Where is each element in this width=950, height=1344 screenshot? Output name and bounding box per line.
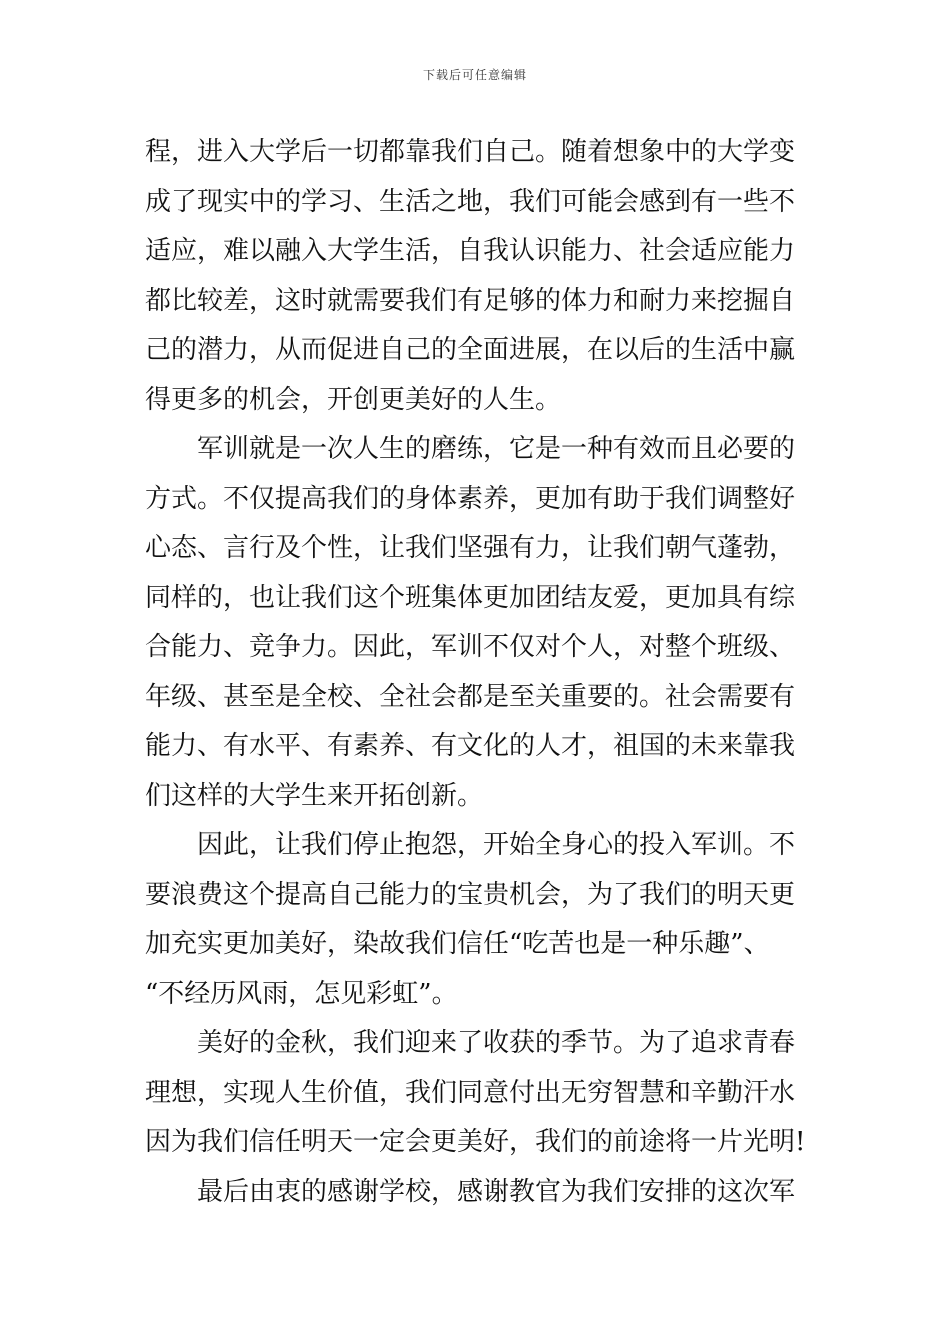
- document-body: [145, 128, 810, 1217]
- text-line: “不经历风雨，怎见彩虹”。: [145, 978, 458, 1009]
- paragraph: [145, 128, 810, 425]
- text-line: 美好的金秋，我们迎来了收获的季节。为了追求青春: [197, 1028, 796, 1058]
- text-line: 适应，难以融入大学生活，自我认识能力、社会适应能力: [145, 236, 796, 266]
- text-line: 因为我们信任明天一定会更美好，我们的前途将一片光明!: [145, 1127, 806, 1157]
- text-line: 成了现实中的学习、生活之地，我们可能会感到有一些不: [145, 186, 796, 217]
- text-line: 合能力、竞争力。因此，军训不仅对个人，对整个班级、: [145, 632, 796, 662]
- paragraph: [145, 1019, 810, 1168]
- text-line: 得更多的机会，开创更美好的人生。: [145, 384, 562, 415]
- text-line: 因此，让我们停止抱怨，开始全身心的投入军训。不: [197, 830, 796, 860]
- text-line: 程，进入大学后一切都靠我们自己。随着想象中的大学变: [145, 137, 796, 167]
- paragraph: [145, 425, 810, 821]
- text-line: 同样的，也让我们这个班集体更加团结友爱，更加具有综: [145, 582, 796, 613]
- text-line: 己的潜力，从而促进自己的全面进展，在以后的生活中赢: [145, 335, 796, 365]
- text-line: 们这样的大学生来开拓创新。: [145, 780, 484, 811]
- text-line: 能力、有水平、有素养、有文化的人才，祖国的未来靠我: [145, 731, 796, 761]
- text-line: 军训就是一次人生的磨练，它是一种有效而且必要的: [197, 434, 796, 464]
- text-line: 年级、甚至是全校、全社会都是至关重要的。社会需要有: [145, 681, 796, 712]
- page-header: 下载后可任意编辑: [422, 68, 527, 82]
- text-line: 加充实更加美好，染故我们信任“吃苦也是一种乐趣”、: [145, 929, 770, 959]
- text-line: 都比较差，这时就需要我们有足够的体力和耐力来挖掘自: [145, 285, 796, 316]
- text-line: 方式。不仅提高我们的身体素养，更加有助于我们调整好: [145, 483, 796, 514]
- text-line: 最后由衷的感谢学校，感谢教官为我们安排的这次军: [197, 1176, 796, 1207]
- text-line: 心态、言行及个性，让我们坚强有力，让我们朝气蓬勃，: [145, 533, 796, 563]
- text-line: 理想，实现人生价值，我们同意付出无穷智慧和辛勤汗水: [145, 1077, 796, 1108]
- paragraph: [145, 821, 810, 1019]
- text-line: 要浪费这个提高自己能力的宝贵机会，为了我们的明天更: [145, 879, 796, 910]
- paragraph: [145, 1168, 810, 1218]
